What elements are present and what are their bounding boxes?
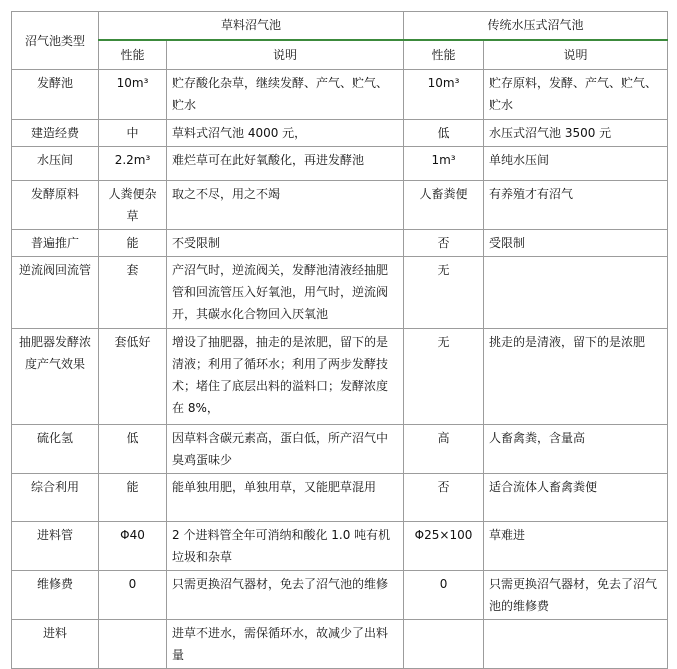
table-row: [12, 620, 668, 669]
trad-desc: 挑走的是清液，留下的是浓肥: [484, 329, 668, 425]
straw-perf: 中: [99, 120, 167, 147]
straw-desc: 因草料含碳元素高，蛋白低，所产沼气中臭鸡蛋味少: [167, 425, 404, 474]
trad-desc: 贮存原料，发酵、产气、贮气、贮水: [484, 70, 668, 120]
row-type: 普遍推广: [12, 230, 99, 257]
straw-desc: 增设了抽肥器，抽走的是浓肥，留下的是清液；利用了循环水；利用了两步发酵技术；堵住了底层出料的溢料口；发酵浓度在 8%，: [167, 329, 404, 425]
trad-perf: 否: [404, 474, 484, 522]
straw-perf: 能: [99, 474, 167, 522]
row-type: 发酵原料: [12, 181, 99, 230]
table-row: [12, 120, 668, 147]
trad-perf: 0: [404, 571, 484, 620]
straw-desc: 草料式沼气池 4000 元，: [167, 120, 404, 147]
straw-perf: 10m³: [99, 70, 167, 120]
row-type: 建造经费: [12, 120, 99, 147]
trad-perf: 高: [404, 425, 484, 474]
table-row: [12, 181, 668, 230]
header-row-1: [12, 12, 668, 40]
straw-perf: Φ40: [99, 522, 167, 571]
straw-perf: [99, 620, 167, 669]
straw-desc: 难烂草可在此好氧酸化，再进发酵池: [167, 147, 404, 181]
trad-desc: 单纯水压间: [484, 147, 668, 181]
table-row: [12, 70, 668, 120]
row-type: 进料: [12, 620, 99, 669]
row-type: 水压间: [12, 147, 99, 181]
row-type: 发酵池: [12, 70, 99, 120]
trad-perf: 10m³: [404, 70, 484, 120]
trad-desc: 只需更换沼气器材，免去了沼气池的维修费: [484, 571, 668, 620]
table-row: [12, 425, 668, 474]
comparison-table: [11, 11, 668, 669]
trad-desc: 草难进: [484, 522, 668, 571]
straw-desc: 取之不尽，用之不竭: [167, 181, 404, 230]
row-type: 综合利用: [12, 474, 99, 522]
trad-desc: [484, 257, 668, 329]
table-row: [12, 147, 668, 181]
trad-perf-header: 性能: [404, 40, 484, 70]
trad-perf: 否: [404, 230, 484, 257]
table-row: [12, 329, 668, 425]
traditional-digester-header: 传统水压式沼气池: [404, 12, 668, 40]
straw-desc: 2 个进料管全年可消纳和酸化 1.0 吨有机垃圾和杂草: [167, 522, 404, 571]
straw-perf: 能: [99, 230, 167, 257]
straw-perf: 套低好: [99, 329, 167, 425]
trad-perf: Φ25×100: [404, 522, 484, 571]
straw-perf-header: 性能: [99, 40, 167, 70]
table-row: [12, 230, 668, 257]
straw-desc: 贮存酸化杂草，继续发酵、产气、贮气、贮水: [167, 70, 404, 120]
table-row: [12, 522, 668, 571]
trad-desc: 适合流体人畜禽粪便: [484, 474, 668, 522]
table-row: [12, 257, 668, 329]
trad-desc: 受限制: [484, 230, 668, 257]
straw-perf: 低: [99, 425, 167, 474]
trad-desc: 有养殖才有沼气: [484, 181, 668, 230]
trad-perf: 人畜粪便: [404, 181, 484, 230]
trad-desc: [484, 620, 668, 669]
straw-desc: 产沼气时，逆流阀关，发酵池清液经抽肥管和回流管压入好氧池，用气时，逆流阀开，其碳水化合物回入厌氧池: [167, 257, 404, 329]
table-row: [12, 571, 668, 620]
trad-perf: 低: [404, 120, 484, 147]
trad-perf: [404, 620, 484, 669]
straw-desc-header: 说明: [167, 40, 404, 70]
header-row-2: [12, 40, 668, 70]
trad-desc: 人畜禽粪，含量高: [484, 425, 668, 474]
row-type: 进料管: [12, 522, 99, 571]
row-type: 硫化氢: [12, 425, 99, 474]
table-row: [12, 474, 668, 522]
straw-desc: 只需更换沼气器材，免去了沼气池的维修: [167, 571, 404, 620]
trad-desc-header: 说明: [484, 40, 668, 70]
straw-perf: 人粪便杂草: [99, 181, 167, 230]
type-header: 沼气池类型: [12, 12, 99, 70]
row-type: 抽肥器发酵浓度产气效果: [12, 329, 99, 425]
row-type: 逆流阀回流管: [12, 257, 99, 329]
trad-perf: 无: [404, 329, 484, 425]
straw-perf: 套: [99, 257, 167, 329]
straw-desc: 不受限制: [167, 230, 404, 257]
straw-perf: 0: [99, 571, 167, 620]
straw-desc: 进草不进水，需保循环水，故减少了出料量: [167, 620, 404, 669]
straw-perf: 2.2m³: [99, 147, 167, 181]
straw-desc: 能单独用肥，单独用草，又能肥草混用: [167, 474, 404, 522]
trad-perf: 1m³: [404, 147, 484, 181]
trad-desc: 水压式沼气池 3500 元: [484, 120, 668, 147]
straw-digester-header: 草料沼气池: [99, 12, 404, 40]
trad-perf: 无: [404, 257, 484, 329]
row-type: 维修费: [12, 571, 99, 620]
